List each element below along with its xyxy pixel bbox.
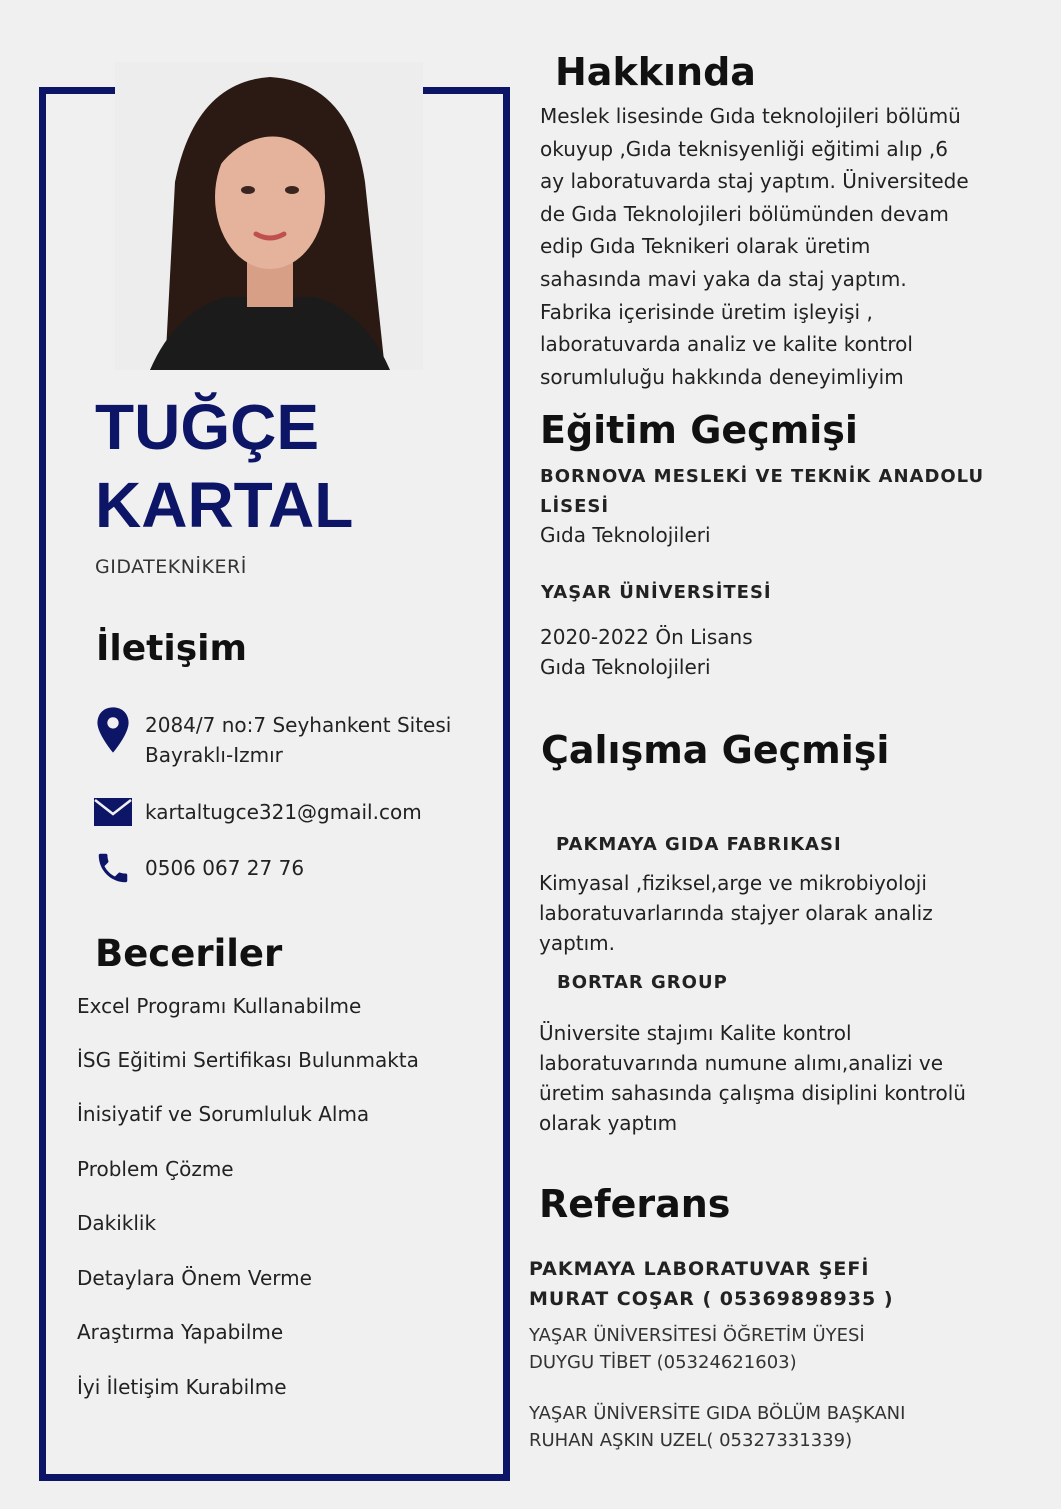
job-1-line: yaptım. [539,931,616,955]
about-line: Meslek lisesinde Gıda teknolojileri bölümü [540,104,961,128]
reference-1-title: PAKMAYA LABORATUVAR ŞEFİ [529,1258,870,1280]
last-name: KARTAL [95,469,354,541]
contact-address [93,710,451,770]
about-heading: Hakkında [555,50,756,94]
skill-item: Araştırma Yapabilme [77,1320,284,1344]
job-1-line: Kimyasal ,fiziksel,arge ve mikrobiyoloji [539,871,927,895]
job-2-company: BORTAR GROUP [557,972,728,993]
about-line: ay laboratuvarda staj yaptım. Üniversitede [540,169,969,194]
first-name: TUĞÇE [95,391,319,463]
skill-item: İSG Eğitimi Sertifikası Bulunmakta [77,1048,419,1072]
skills-heading: Beceriler [95,932,283,975]
location-pin-icon [93,710,133,750]
profile-photo [115,62,423,370]
school-1-field: Gıda Teknolojileri [540,523,711,547]
full-name [95,388,353,544]
job-2-line: olarak yaptım [539,1111,678,1135]
job-1-company: PAKMAYA GIDA FABRIKASI [556,834,842,855]
reference-3-title: YAŞAR ÜNİVERSİTE GIDA BÖLÜM BAŞKANI [529,1403,906,1424]
school-1-name-line2: LİSESİ [540,496,610,517]
contact-phone [93,848,304,888]
skill-item: Dakiklik [77,1211,157,1235]
about-line: sorumluluğu hakkında deneyimliyim [540,364,904,389]
school-1-name-line1: BORNOVA MESLEKİ VE TEKNİK ANADOLU [540,466,985,487]
envelope-icon [93,792,133,832]
school-2-years: 2020-2022 Ön Lisans [540,625,753,649]
skill-item: İnisiyatif ve Sorumluluk Alma [77,1102,370,1126]
work-heading: Çalışma Geçmişi [541,728,890,772]
contact-email [93,792,422,832]
education-heading: Eğitim Geçmişi [540,408,858,452]
about-line: Fabrika içerisinde üretim işleyişi , [540,299,873,324]
school-1-name [540,462,984,522]
address-line-2: Bayraklı-Izmır [145,743,283,767]
skill-item: Problem Çözme [77,1157,234,1181]
address-line-1: 2084/7 no:7 Seyhankent Sitesi [145,713,452,737]
phone-number[interactable]: 0506 067 27 76 [145,856,305,880]
skill-item: Excel Programı Kullanabilme [77,994,362,1018]
about-line: de Gıda Teknolojileri bölümünden devam [540,201,949,226]
job-2-description [539,1018,966,1138]
references-heading: Referans [539,1182,731,1226]
reference-1 [529,1254,894,1314]
skill-item: Detaylara Önem Verme [77,1266,312,1290]
about-text [540,100,1020,393]
reference-3-name: RUHAN AŞKIN UZEL( 05327331339) [529,1430,853,1451]
job-1-line: laboratuvarlarında stajyer olarak analiz [539,901,933,925]
contact-heading: İletişim [96,628,247,669]
reference-3 [529,1400,905,1454]
school-2-name: YAŞAR ÜNİVERSİTESİ [541,582,772,603]
phone-icon [93,848,133,888]
email-address[interactable]: kartaltugce321@gmail.com [145,800,422,824]
about-line: edip Gıda Teknikeri olarak üretim [540,234,871,259]
about-line: okuyup ,Gıda teknisyenliği eğitimi alıp ,6 [540,136,948,161]
reference-2 [529,1322,865,1376]
skill-item: İyi İletişim Kurabilme [77,1375,287,1399]
reference-2-name: DUYGU TİBET (05324621603) [529,1352,797,1373]
reference-1-name: MURAT COŞAR ( 05369898935 ) [529,1288,894,1310]
reference-2-title: YAŞAR ÜNİVERSİTESİ ÖĞRETİM ÜYESİ [529,1325,865,1346]
job-1-description [539,868,933,958]
about-line: laboratuvarda analiz ve kalite kontrol [540,332,913,357]
job-2-line: Üniversite stajımı Kalite kontrol [539,1021,852,1045]
job-2-line: üretim sahasında çalışma disiplini kontrolü [539,1081,966,1105]
about-line: sahasında mavi yaka da staj yaptım. [540,266,907,291]
job-title: GIDATEKNİKERİ [95,556,247,578]
job-2-line: laboratuvarında numune alımı,analizi ve [539,1051,944,1075]
school-2-field: Gıda Teknolojileri [540,655,711,679]
